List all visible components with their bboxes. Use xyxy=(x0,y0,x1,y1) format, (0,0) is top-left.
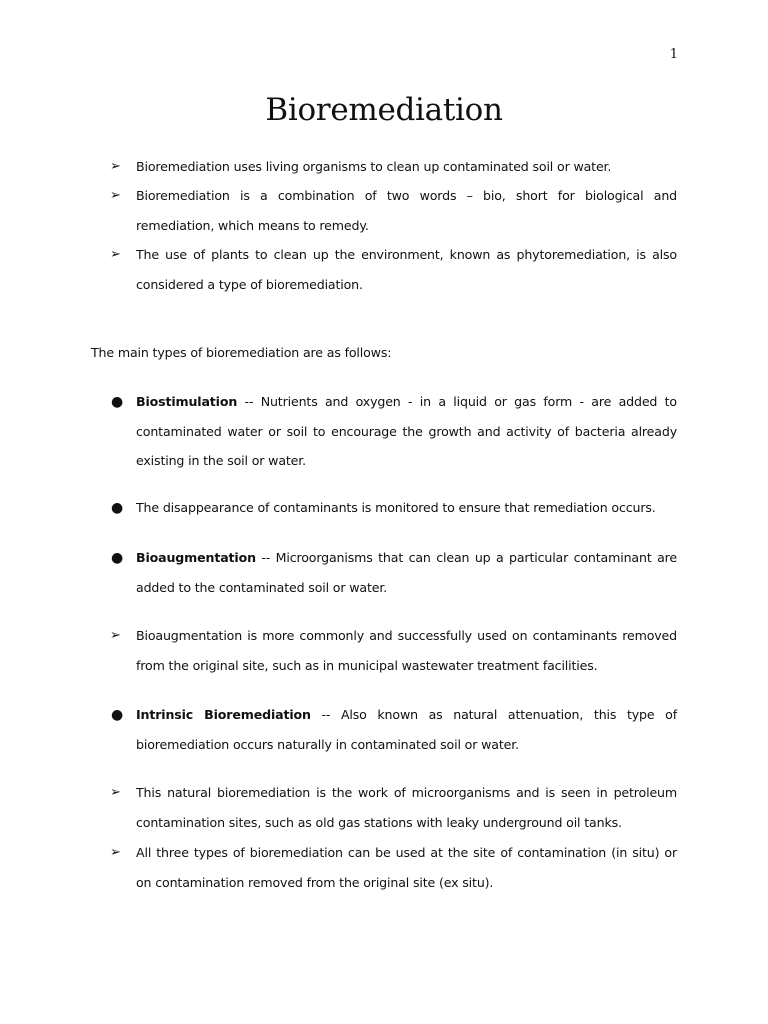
list-item xyxy=(110,838,677,897)
list-item-text: Bioremediation uses living organisms to clean up contaminated soil or water. xyxy=(136,159,612,174)
definition-intrinsic-bioremediation: -- Also known as natural attenuation, this type of bioremediation occurs naturally in contaminated soil or water. xyxy=(136,707,677,752)
page-title: Bioremediation xyxy=(265,92,503,128)
arrow-bullet-icon: ➢ xyxy=(110,247,121,262)
list-item xyxy=(110,152,677,182)
definition-biostimulation: -- Nutrients and oxygen - in a liquid or gas form - are added to contaminated water or soil to encourage the growth and activity of bacteria already existing in the soil or water. xyxy=(136,394,677,468)
list-item xyxy=(110,493,677,523)
term-intrinsic-bioremediation: Intrinsic Bioremediation xyxy=(136,707,311,722)
dot-bullet-icon: ● xyxy=(111,394,124,410)
arrow-bullet-icon: ➢ xyxy=(110,159,121,174)
list-item xyxy=(110,181,677,240)
dot-bullet-icon: ● xyxy=(111,707,124,723)
list-item-text: The use of plants to clean up the environment, known as phytoremediation, is also considered a type of bioremediation. xyxy=(136,247,677,292)
list-item-text: Bioremediation is a combination of two words – bio, short for biological and remediation, which means to remedy. xyxy=(136,188,677,233)
arrow-bullet-icon: ➢ xyxy=(110,628,121,643)
list-item-text: All three types of bioremediation can be used at the site of contamination (in situ) or on contamination removed from the original site (ex situ). xyxy=(136,845,677,890)
term-bioaugmentation: Bioaugmentation xyxy=(136,550,256,565)
list-item-text: This natural bioremediation is the work of microorganisms and is seen in petroleum contamination sites, such as old gas stations with leaky underground oil tanks. xyxy=(136,785,677,830)
list-item xyxy=(110,700,677,759)
dot-bullet-icon: ● xyxy=(111,550,124,566)
list-item-text xyxy=(136,700,677,759)
arrow-bullet-icon: ➢ xyxy=(110,845,121,860)
list-item xyxy=(110,387,677,476)
definition-bioaugmentation: -- Microorganisms that can clean up a particular contaminant are added to the contaminated soil or water. xyxy=(136,550,677,595)
list-item xyxy=(110,621,677,680)
list-item-text xyxy=(136,543,677,602)
list-item xyxy=(110,778,677,837)
page-number: 1 xyxy=(669,47,678,62)
dot-bullet-icon: ● xyxy=(111,500,124,516)
arrow-bullet-icon: ➢ xyxy=(110,785,121,800)
list-item xyxy=(110,240,677,299)
list-item xyxy=(110,543,677,602)
types-intro: The main types of bioremediation are as follows: xyxy=(91,345,392,360)
list-item-text: Bioaugmentation is more commonly and successfully used on contaminants removed from the original site, such as in municipal wastewater treatment facilities. xyxy=(136,628,677,673)
list-item-text: The disappearance of contaminants is monitored to ensure that remediation occurs. xyxy=(136,500,656,515)
arrow-bullet-icon: ➢ xyxy=(110,188,121,203)
list-item-text xyxy=(136,387,677,476)
term-biostimulation: Biostimulation xyxy=(136,394,238,409)
